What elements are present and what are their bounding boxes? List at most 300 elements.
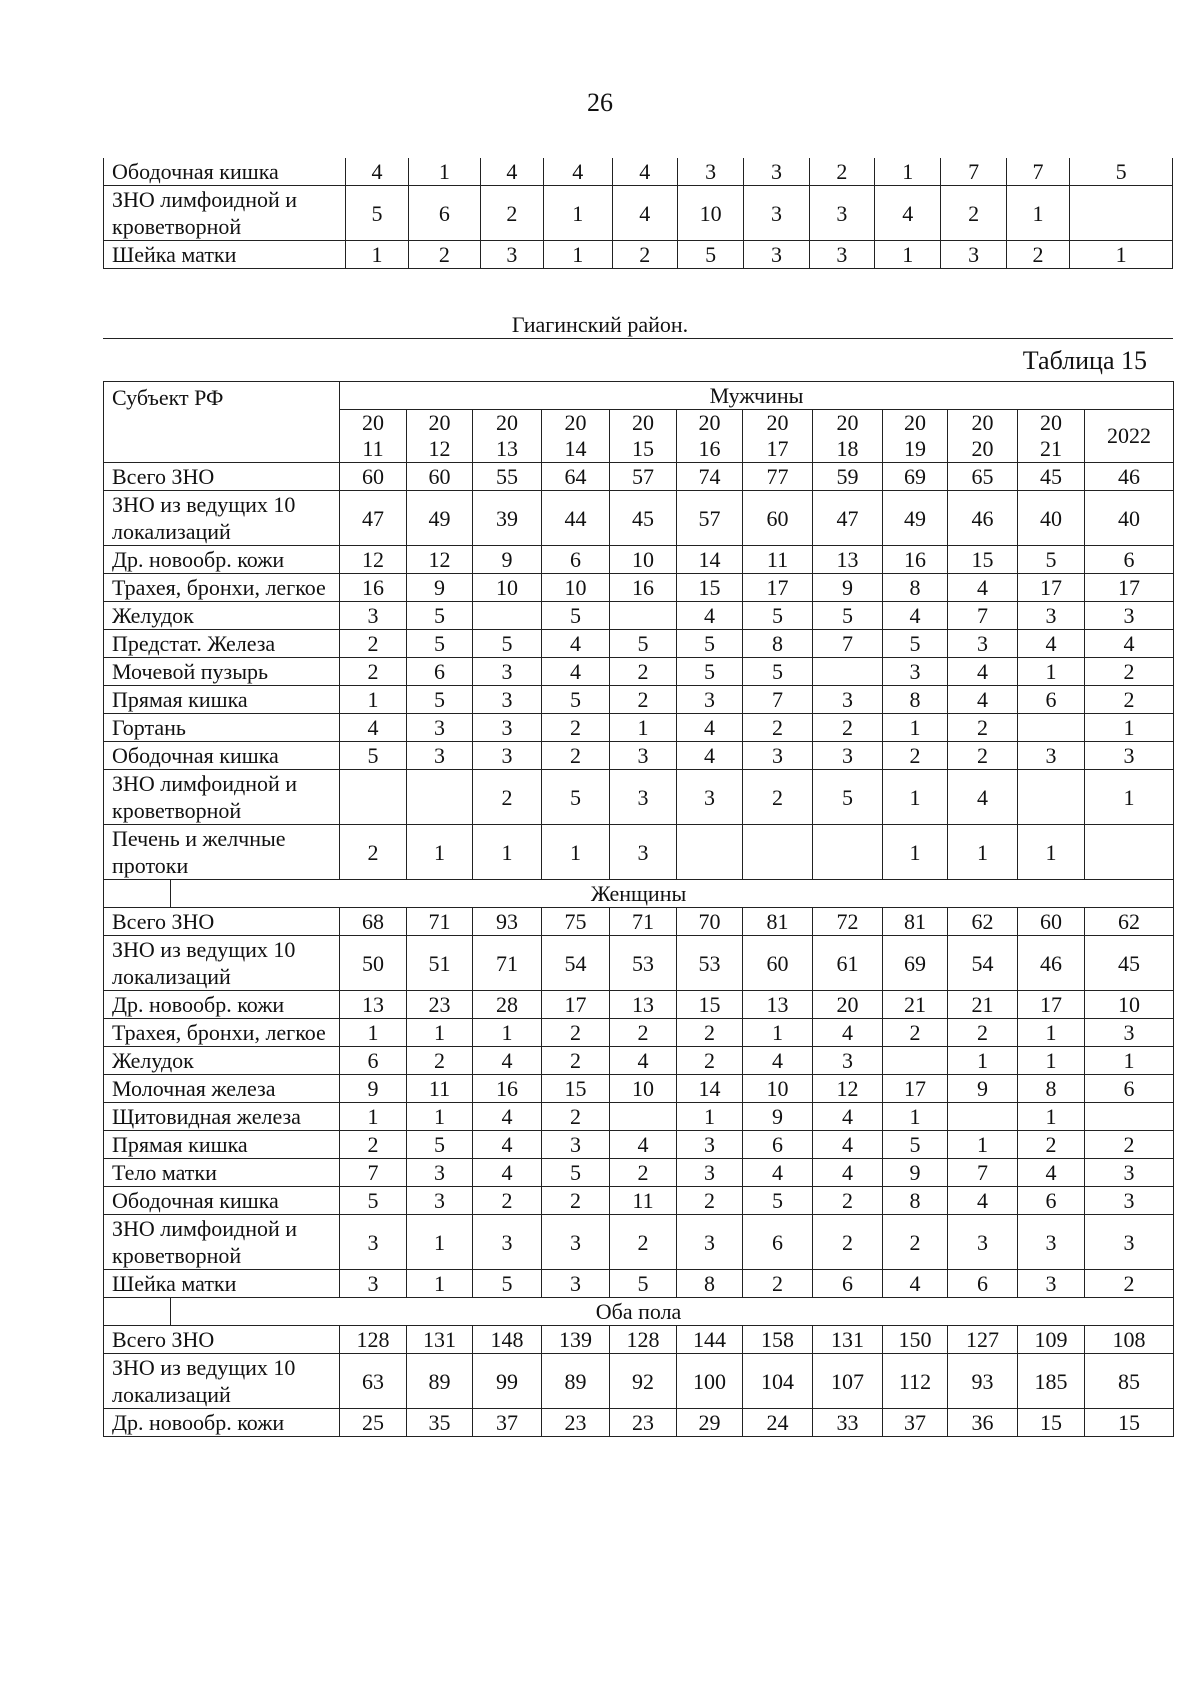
data-value-cell: 7 [743,686,813,714]
data-value-cell [813,658,883,686]
data-value-cell: 3 [1085,1159,1174,1187]
table-row [104,1075,1174,1103]
data-value-cell: 71 [407,908,473,936]
table-row [104,1187,1174,1215]
data-value-cell: 7 [340,1159,407,1187]
data-value-cell: 2 [813,1215,883,1270]
year-suffix: 12 [428,436,451,461]
data-value-cell: 127 [948,1326,1018,1354]
table-row [104,241,1173,269]
data-value-cell: 5 [473,1270,542,1298]
data-value-cell: 85 [1085,1354,1174,1409]
data-value-cell: 6 [813,1270,883,1298]
continued-value-cell: 4 [612,186,677,241]
data-value-cell: 14 [677,1075,743,1103]
table-row [104,186,1173,241]
data-value-cell: 46 [1085,463,1174,491]
data-value-cell: 5 [473,630,542,658]
data-value-cell: 3 [473,686,542,714]
data-value-cell: 6 [542,546,610,574]
table-row [104,574,1174,602]
data-value-cell: 24 [743,1409,813,1437]
data-value-cell: 11 [743,546,813,574]
data-value-cell: 57 [677,491,743,546]
data-value-cell: 158 [743,1326,813,1354]
data-value-cell: 1 [948,825,1018,880]
data-value-cell: 15 [677,574,743,602]
data-value-cell: 3 [1085,1215,1174,1270]
year-century: 20 [632,410,654,435]
table-row [104,602,1174,630]
continued-value-cell: 3 [744,186,809,241]
data-value-cell: 5 [677,658,743,686]
data-value-cell: 1 [677,1103,743,1131]
data-value-cell: 139 [542,1326,610,1354]
table-row [104,770,1174,825]
data-value-cell: 4 [473,1103,542,1131]
continued-value-cell: 2 [941,186,1006,241]
data-value-cell: 2 [340,825,407,880]
continued-row-label: ЗНО лимфоидной и кроветворной [104,186,346,241]
data-row-label: ЗНО из ведущих 10 локализаций [104,936,340,991]
data-value-cell: 40 [1018,491,1085,546]
data-value-cell: 9 [340,1075,407,1103]
continued-row-label: Шейка матки [104,241,346,269]
data-row-label: Трахея, бронхи, легкое [104,574,340,602]
data-value-cell: 11 [407,1075,473,1103]
data-value-cell: 3 [743,742,813,770]
data-value-cell: 15 [948,546,1018,574]
data-value-cell: 4 [883,602,948,630]
data-value-cell: 107 [813,1354,883,1409]
data-value-cell: 4 [1018,630,1085,658]
year-header [813,410,883,463]
section-divider-tick [170,880,171,907]
data-value-cell: 63 [340,1354,407,1409]
continued-value-cell: 3 [480,241,543,269]
data-value-cell: 2 [1085,1270,1174,1298]
data-value-cell: 37 [883,1409,948,1437]
continued-value-cell: 1 [544,186,612,241]
data-value-cell: 17 [743,574,813,602]
data-value-cell: 4 [473,1047,542,1075]
data-value-cell: 6 [743,1215,813,1270]
data-value-cell: 13 [610,991,677,1019]
data-value-cell: 8 [883,574,948,602]
table-row [104,1409,1174,1437]
data-value-cell: 6 [743,1131,813,1159]
data-value-cell: 3 [610,742,677,770]
data-value-cell [610,602,677,630]
continued-value-cell: 3 [677,158,743,186]
data-value-cell: 128 [610,1326,677,1354]
data-value-cell: 3 [473,1215,542,1270]
data-value-cell: 4 [948,658,1018,686]
year-suffix: 13 [496,436,518,461]
section-title: Женщины [104,880,1174,908]
data-row-label: Прямая кишка [104,1131,340,1159]
data-value-cell: 2 [407,1047,473,1075]
data-value-cell: 89 [542,1354,610,1409]
data-value-cell [473,602,542,630]
data-value-cell: 5 [542,1159,610,1187]
data-value-cell: 60 [1018,908,1085,936]
data-row-label: Др. новообр. кожи [104,1409,340,1437]
data-value-cell: 70 [677,908,743,936]
year-header [743,410,813,463]
data-value-cell: 21 [883,991,948,1019]
data-value-cell: 16 [883,546,948,574]
table-row [104,1103,1174,1131]
data-value-cell: 9 [883,1159,948,1187]
continued-value-cell: 1 [1070,241,1173,269]
data-value-cell: 10 [1085,991,1174,1019]
data-row-label: Желудок [104,1047,340,1075]
data-row-label: Желудок [104,602,340,630]
data-value-cell: 17 [1018,991,1085,1019]
data-value-cell: 53 [610,936,677,991]
data-value-cell: 1 [610,714,677,742]
data-value-cell: 2 [883,1019,948,1047]
data-value-cell: 2 [340,658,407,686]
data-value-cell: 3 [813,742,883,770]
data-value-cell: 108 [1085,1326,1174,1354]
data-value-cell: 4 [883,1270,948,1298]
data-value-cell: 1 [883,714,948,742]
data-value-cell: 4 [542,658,610,686]
data-value-cell: 6 [1018,686,1085,714]
data-value-cell: 5 [340,1187,407,1215]
continued-row-label: Ободочная кишка [104,158,346,186]
subject-header: Субъект РФ [104,382,340,463]
data-value-cell: 3 [1085,1019,1174,1047]
data-value-cell: 4 [473,1131,542,1159]
continued-value-cell: 3 [941,241,1006,269]
data-row-label: Молочная железа [104,1075,340,1103]
data-value-cell: 7 [948,1159,1018,1187]
data-value-cell: 3 [542,1215,610,1270]
data-value-cell: 60 [743,491,813,546]
table-caption: Таблица 15 [1022,346,1147,375]
continued-value-cell [1070,186,1173,241]
data-value-cell: 100 [677,1354,743,1409]
data-value-cell: 16 [473,1075,542,1103]
data-value-cell: 1 [883,770,948,825]
data-row-label: Тело матки [104,1159,340,1187]
data-value-cell: 2 [610,1159,677,1187]
data-value-cell: 5 [407,630,473,658]
section-divider-tick [170,1298,171,1325]
year-century: 20 [836,410,859,435]
data-value-cell: 5 [743,602,813,630]
data-value-cell: 4 [813,1019,883,1047]
table-row [104,1047,1174,1075]
data-value-cell: 2 [610,658,677,686]
data-value-cell: 71 [473,936,542,991]
data-value-cell: 4 [677,602,743,630]
year-header [1018,410,1085,463]
table-row [104,908,1174,936]
data-value-cell: 2 [1018,1131,1085,1159]
data-value-cell: 4 [743,1159,813,1187]
data-value-cell: 2 [1085,686,1174,714]
data-value-cell: 2 [473,770,542,825]
table-row [104,1019,1174,1047]
table-row [104,463,1174,491]
data-value-cell: 89 [407,1354,473,1409]
data-value-cell: 5 [407,686,473,714]
table-row [104,936,1174,991]
section-title: Мужчины [340,382,1174,410]
data-value-cell: 74 [677,463,743,491]
data-value-cell: 2 [542,714,610,742]
data-value-cell: 60 [407,463,473,491]
continued-value-cell: 1 [1006,186,1069,241]
year-suffix: 2022 [1107,423,1152,448]
data-value-cell: 93 [948,1354,1018,1409]
table-row [104,1215,1174,1270]
year-header [1085,410,1174,463]
data-value-cell: 69 [883,936,948,991]
data-value-cell: 15 [1018,1409,1085,1437]
data-value-cell: 4 [948,686,1018,714]
data-value-cell: 5 [883,630,948,658]
data-value-cell: 47 [340,491,407,546]
data-value-cell: 4 [813,1103,883,1131]
data-value-cell: 60 [340,463,407,491]
continued-value-cell: 4 [345,158,408,186]
data-value-cell: 3 [677,1131,743,1159]
data-value-cell: 104 [743,1354,813,1409]
data-value-cell: 4 [948,1187,1018,1215]
continued-value-cell: 10 [677,186,743,241]
data-value-cell: 45 [1018,463,1085,491]
data-value-cell: 5 [813,770,883,825]
data-value-cell: 81 [883,908,948,936]
continued-value-cell: 4 [875,186,941,241]
data-value-cell: 1 [1018,1019,1085,1047]
data-value-cell [883,1047,948,1075]
data-value-cell: 4 [340,714,407,742]
data-value-cell: 3 [813,686,883,714]
data-value-cell: 50 [340,936,407,991]
data-value-cell: 9 [407,574,473,602]
data-value-cell: 2 [813,714,883,742]
data-value-cell: 49 [407,491,473,546]
year-header [883,410,948,463]
year-suffix: 17 [766,436,789,461]
data-value-cell: 3 [1085,602,1174,630]
data-value-cell: 3 [677,686,743,714]
data-value-cell: 3 [1018,742,1085,770]
data-value-cell: 1 [1018,825,1085,880]
table-row [104,714,1174,742]
data-value-cell: 71 [610,908,677,936]
data-row-label: Др. новообр. кожи [104,546,340,574]
data-value-cell: 131 [813,1326,883,1354]
data-value-cell: 10 [610,1075,677,1103]
data-value-cell: 9 [743,1103,813,1131]
continued-value-cell: 3 [809,186,874,241]
data-value-cell: 5 [407,1131,473,1159]
data-value-cell: 39 [473,491,542,546]
data-value-cell: 4 [813,1131,883,1159]
data-value-cell: 23 [542,1409,610,1437]
data-value-cell: 128 [340,1326,407,1354]
data-value-cell [407,770,473,825]
data-value-cell: 1 [407,825,473,880]
data-row-label: Всего ЗНО [104,908,340,936]
data-value-cell: 65 [948,463,1018,491]
continued-value-cell: 6 [409,186,481,241]
data-value-cell: 2 [542,1047,610,1075]
data-value-cell: 23 [610,1409,677,1437]
data-value-cell: 3 [473,714,542,742]
continued-value-cell: 5 [345,186,408,241]
data-value-cell: 49 [883,491,948,546]
data-value-cell: 3 [813,1047,883,1075]
data-value-cell: 3 [948,630,1018,658]
data-value-cell: 75 [542,908,610,936]
table-row [104,825,1174,880]
data-value-cell: 17 [1085,574,1174,602]
data-value-cell: 2 [610,686,677,714]
data-value-cell: 1 [340,1019,407,1047]
data-value-cell: 37 [473,1409,542,1437]
data-value-cell: 4 [610,1047,677,1075]
year-suffix: 15 [632,436,654,461]
data-value-cell: 16 [610,574,677,602]
data-value-cell: 28 [473,991,542,1019]
data-value-cell: 5 [407,602,473,630]
data-value-cell: 150 [883,1326,948,1354]
data-value-cell: 1 [1018,658,1085,686]
data-value-cell: 3 [407,1187,473,1215]
section-header-row [104,880,1174,908]
data-value-cell: 60 [743,936,813,991]
year-suffix: 16 [698,436,721,461]
table-row [104,686,1174,714]
data-value-cell [813,825,883,880]
year-century: 20 [766,410,789,435]
data-value-cell: 5 [1018,546,1085,574]
data-value-cell: 46 [948,491,1018,546]
data-value-cell: 9 [813,574,883,602]
data-value-cell: 5 [542,770,610,825]
data-value-cell: 5 [883,1131,948,1159]
data-value-cell: 3 [1018,1270,1085,1298]
data-value-cell: 77 [743,463,813,491]
data-value-cell: 69 [883,463,948,491]
year-header [407,410,473,463]
table-row [104,491,1174,546]
data-value-cell: 9 [473,546,542,574]
data-value-cell: 62 [948,908,1018,936]
continued-value-cell: 1 [409,158,481,186]
data-value-cell: 44 [542,491,610,546]
data-row-label: ЗНО из ведущих 10 локализаций [104,491,340,546]
year-suffix: 14 [564,436,587,461]
data-value-cell: 3 [883,658,948,686]
data-value-cell: 15 [1085,1409,1174,1437]
data-value-cell: 3 [407,742,473,770]
data-row-label: Печень и желчные протоки [104,825,340,880]
continued-value-cell: 7 [941,158,1006,186]
year-suffix: 11 [362,436,384,461]
data-value-cell [1085,1103,1174,1131]
data-value-cell: 51 [407,936,473,991]
data-value-cell: 16 [340,574,407,602]
data-value-cell: 61 [813,936,883,991]
data-value-cell: 1 [1085,1047,1174,1075]
data-value-cell [677,825,743,880]
continued-value-cell: 4 [544,158,612,186]
data-value-cell: 4 [542,630,610,658]
data-value-cell: 81 [743,908,813,936]
data-value-cell: 2 [677,1047,743,1075]
data-value-cell: 4 [813,1159,883,1187]
data-row-label: Ободочная кишка [104,742,340,770]
table-row [104,546,1174,574]
data-value-cell: 23 [407,991,473,1019]
section-header-row [104,1298,1174,1326]
data-value-cell: 1 [340,686,407,714]
data-value-cell: 6 [407,658,473,686]
year-century: 20 [698,410,721,435]
data-value-cell: 33 [813,1409,883,1437]
data-value-cell: 6 [1018,1187,1085,1215]
data-value-cell: 2 [542,1103,610,1131]
data-value-cell: 2 [813,1187,883,1215]
data-value-cell: 14 [677,546,743,574]
data-value-cell: 4 [677,742,743,770]
data-value-cell: 2 [340,1131,407,1159]
data-row-label: Мочевой пузырь [104,658,340,686]
data-value-cell: 10 [473,574,542,602]
data-value-cell: 53 [677,936,743,991]
continued-value-cell: 1 [875,241,941,269]
data-value-cell: 2 [610,1215,677,1270]
data-value-cell: 3 [340,1270,407,1298]
continued-value-cell: 5 [677,241,743,269]
data-value-cell: 1 [883,1103,948,1131]
data-value-cell: 55 [473,463,542,491]
data-value-cell: 5 [610,1270,677,1298]
data-value-cell: 3 [677,1159,743,1187]
data-row-label: Щитовидная железа [104,1103,340,1131]
data-row-label: Предстат. Железа [104,630,340,658]
data-value-cell: 3 [340,1215,407,1270]
data-value-cell: 144 [677,1326,743,1354]
data-value-cell: 8 [883,686,948,714]
data-value-cell [1018,770,1085,825]
data-value-cell [743,825,813,880]
continued-value-cell: 2 [1006,241,1069,269]
data-value-cell: 25 [340,1409,407,1437]
data-value-cell: 3 [1085,1187,1174,1215]
data-value-cell: 45 [1085,936,1174,991]
data-value-cell: 99 [473,1354,542,1409]
table-row [104,1270,1174,1298]
data-value-cell: 10 [610,546,677,574]
data-value-cell: 10 [542,574,610,602]
data-value-cell: 1 [1085,714,1174,742]
table-row [104,1354,1174,1409]
data-value-cell: 1 [1085,770,1174,825]
data-value-cell: 11 [610,1187,677,1215]
data-value-cell: 2 [542,1019,610,1047]
year-header [340,410,407,463]
